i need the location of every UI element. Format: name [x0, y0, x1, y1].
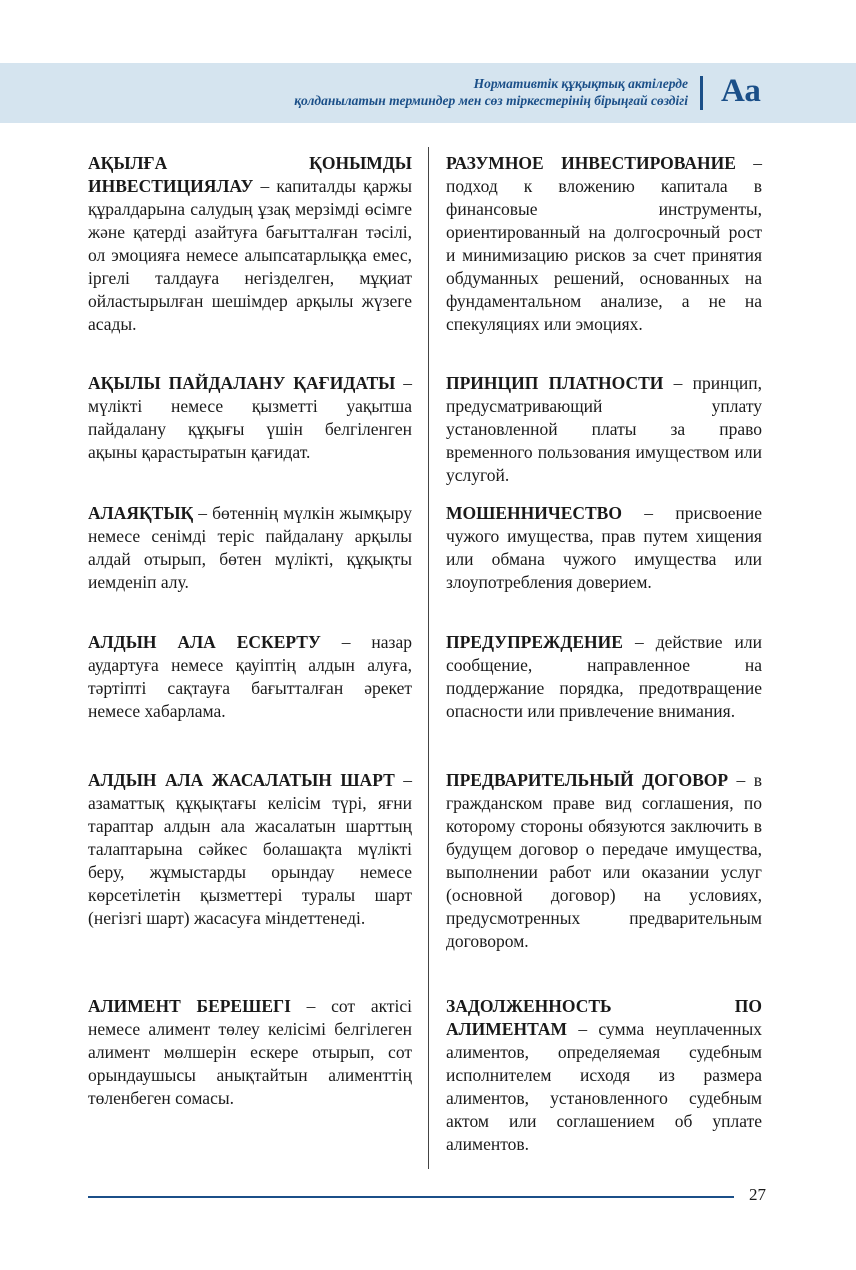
header-title-line2: қолданылатын терминдер мен сөз тіркестерінің бірыңғай сөздігі	[294, 93, 688, 108]
entry-term: АҚЫЛЫ ПАЙДАЛАНУ ҚАҒИДАТЫ	[88, 373, 396, 393]
entry-definition: – сот актісі немесе алимент төлеу келісімі белгілеген алимент мөлшерін ескере отырып, сот орындаушысы анықтайтын алименттің төленбеген сомасы.	[88, 996, 412, 1108]
entry-term: АЛАЯҚТЫҚ	[88, 503, 194, 523]
entry-definition: – сумма неуплаченных алиментов, определяемая судебным исполнителем исходя из размера алиментов, установленного судебным актом или соглашением об уплате алиментов.	[446, 1019, 762, 1154]
entry-term: ПРЕДВАРИТЕЛЬНЫЙ ДОГОВОР	[446, 770, 729, 790]
entry-ru	[446, 769, 762, 953]
entry-definition: – действие или сообщение, направленное на поддержание порядка, предотвращение опасности или привлечение внимания.	[446, 632, 762, 721]
entry-term: АЛДЫН АЛА ЕСКЕРТУ	[88, 632, 321, 652]
entry-definition: – бөтеннің мүлкін жымқыру немесе сенімді теріс пайдалану арқылы алдай отырып, бөтен мүлікті, құқықты иемденіп алу.	[88, 503, 412, 592]
entry-kk	[88, 372, 412, 464]
entry-ru	[446, 631, 762, 723]
entry-definition: – подход к вложению капитала в финансовые инструменты, ориентированный на долгосрочный рост и минимизацию рисков за счет принятия обдуманных решений, основанных на фундаментальном анализе, а не на спекуляциях или эмоциях.	[446, 153, 762, 334]
entry-kk	[88, 995, 412, 1110]
entry-term: АҚЫЛҒА ҚОНЫМДЫ ИНВЕСТИЦИЯЛАУ	[88, 153, 412, 196]
entry-kk	[88, 502, 412, 594]
entry-term: АЛИМЕНТ БЕРЕШЕГІ	[88, 996, 291, 1016]
entry-term: ЗАДОЛЖЕННОСТЬ ПО АЛИМЕНТАМ	[446, 996, 762, 1039]
entry-definition: – принцип, предусматривающий уплату установленной платы за право временного пользования имуществом или услугой.	[446, 373, 762, 485]
entry-definition: – мүлікті немесе қызметті уақытша пайдалану құқығы үшін белгіленген ақыны қарастыратын қағидат.	[88, 373, 412, 462]
entry-term: МОШЕННИЧЕСТВО	[446, 503, 622, 523]
header-title	[294, 75, 688, 109]
page-number: 27	[749, 1185, 766, 1204]
entry-definition: – капиталды қаржы құралдарына салудың ұзақ мерзімді өсімге және қатерді азайтуға бағытталған тәсілі, ол эмоцияға немесе алыпсатарлыққа емес, іргелі талдауға негізделген, мұқиат ойластырылған шешімдер арқылы жүзеге асады.	[88, 176, 412, 334]
column-divider	[428, 147, 429, 1169]
entry-kk	[88, 631, 412, 723]
entry-ru	[446, 995, 762, 1156]
entry-term: АЛДЫН АЛА ЖАСАЛАТЫН ШАРТ	[88, 770, 395, 790]
entry-kk	[88, 769, 412, 930]
entry-definition: – в гражданском праве вид соглашения, по которому стороны обязуются заключить в будущем договор о передаче имущества, выполнении работ или оказании услуг (основной договор) на условиях, предусмотренных предварительным договором.	[446, 770, 763, 951]
entry-kk	[88, 152, 412, 336]
header-divider	[700, 76, 703, 110]
entry-ru	[446, 372, 762, 487]
entry-definition: – назар аудартуға немесе қауіптің алдын алуға, тәртіпті сақтауға бағытталған әрекет немесе хабарлама.	[88, 632, 412, 721]
entry-definition: – азаматтық құқықтағы келісім түрі, яғни тараптар алдын ала жасалатын шарттың талаптарына сәйкес болашақта мүлікті беру, жұмыстарды орындау немесе көрсетілетін қызметтері туралы шарт (негізгі шарт) жасасуға міндеттенеді.	[88, 770, 413, 928]
entry-term: ПРИНЦИП ПЛАТНОСТИ	[446, 373, 664, 393]
header-band	[0, 63, 856, 123]
entry-term: ПРЕДУПРЕЖДЕНИЕ	[446, 632, 623, 652]
entry-ru	[446, 152, 762, 336]
entry-term: РАЗУМНОЕ ИНВЕСТИРОВАНИЕ	[446, 153, 736, 173]
entry-ru	[446, 502, 762, 594]
header-logo: Аа	[721, 73, 761, 109]
header-title-line1: Нормативтік құқықтық актілерде	[473, 76, 688, 91]
entry-definition: – присвоение чужого имущества, прав путем хищения или обмана чужого имущества или злоупотребления доверием.	[446, 503, 762, 592]
footer-rule	[88, 1196, 734, 1198]
